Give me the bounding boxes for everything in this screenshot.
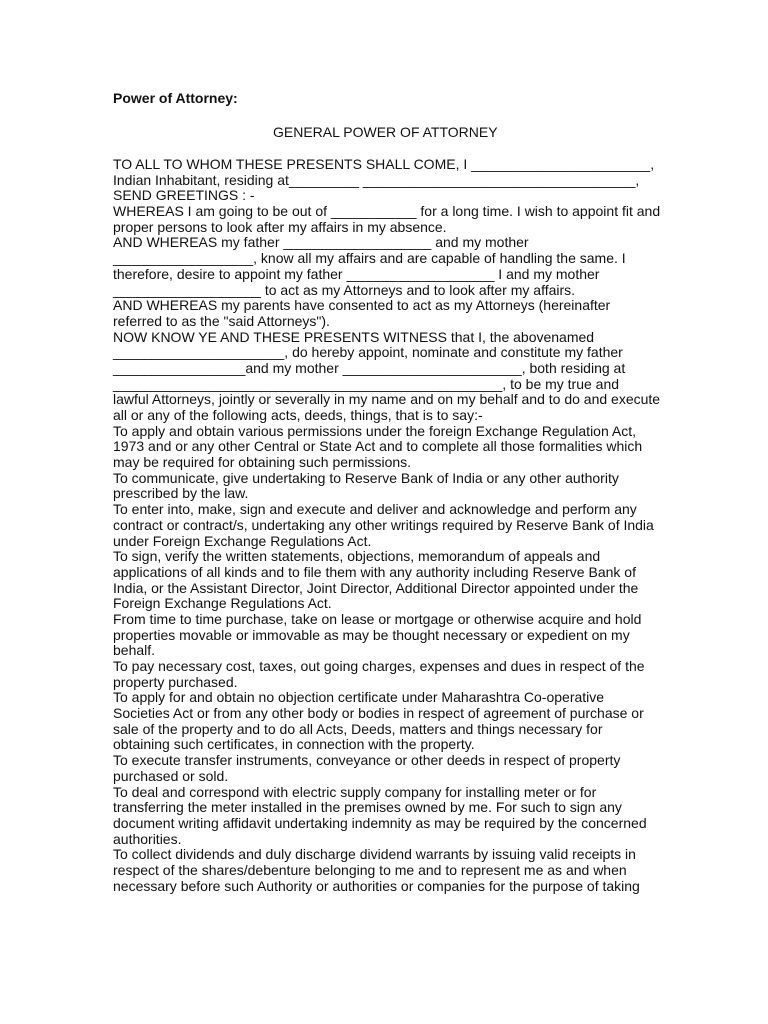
document-line: transferring the meter installed in the premises owned by me. For such to sign any — [113, 799, 622, 816]
document-line: document writing affidavit undertaking indemnity as may be required by the concerned — [113, 814, 647, 831]
document-line: SEND GREETINGS : - — [113, 187, 255, 204]
document-line: authorities. — [113, 830, 182, 847]
document-line: Societies Act or from any other body or bodies in respect of agreement of purchase or — [113, 705, 644, 722]
document-line: prescribed by the law. — [113, 485, 249, 502]
document-line: Indian Inhabitant, residing at_________ ___________________________________, — [113, 171, 640, 188]
document-line: To enter into, make, sign and execute and deliver and acknowledge and perform any — [113, 501, 637, 518]
document-line: may be required for obtaining such permissions. — [113, 454, 412, 471]
document-line: referred to as the "said Attorneys"). — [113, 312, 330, 329]
document-line: purchased or sold. — [113, 767, 229, 784]
document-line: obtaining such certificates, in connection with the property. — [113, 736, 475, 753]
document-line: behalf. — [113, 642, 156, 659]
document-line: To sign, verify the written statements, objections, memorandum of appeals and — [113, 548, 601, 565]
document-line: To apply and obtain various permissions under the foreign Exchange Regulation Act, — [113, 422, 636, 439]
document-line: To execute transfer instruments, conveyance or other deeds in respect of property — [113, 752, 621, 769]
document-line: NOW KNOW YE AND THESE PRESENTS WITNESS that I, the abovenamed — [113, 328, 595, 345]
document-line: respect of the shares/debenture belonging to me and to represent me as and when — [113, 861, 627, 878]
document-line: proper persons to look after my affairs in my absence. — [113, 218, 447, 235]
document-line: __________________, know all my affairs and are capable of handling the same. I — [113, 250, 626, 267]
document-line: necessary before such Authority or authorities or companies for the purpose of taking — [113, 877, 640, 894]
document-line: To pay necessary cost, taxes, out going charges, expenses and dues in respect of the — [113, 658, 645, 674]
document-line: lawful Attorneys, jointly or severally in my name and on my behalf and to do and execute — [113, 391, 661, 408]
document-line: To collect dividends and duly discharge dividend warrants by issuing valid receipts in — [113, 846, 636, 863]
document-line: Foreign Exchange Regulations Act. — [113, 595, 332, 612]
document-body — [113, 156, 661, 894]
document-line: 1973 and or any other Central or State Act and to complete all those formalities which — [113, 438, 643, 455]
document-line: To apply for and obtain no objection certificate under Maharashtra Co-operative — [113, 689, 605, 706]
document-line: AND WHEREAS my parents have consented to act as my Attorneys (hereinafter — [113, 297, 611, 314]
document-line: To deal and correspond with electric supply company for installing meter or for — [113, 783, 597, 800]
document-line: property purchased. — [113, 673, 238, 690]
document-line: From time to time purchase, take on lease or mortgage or otherwise acquire and hold — [113, 610, 642, 627]
document-line: __________________________________________________, to be my true and — [113, 375, 620, 392]
document-line: TO ALL TO WHOM THESE PRESENTS SHALL COME, I _______________________, — [113, 156, 655, 172]
document-line: WHEREAS I am going to be out of ___________ for a long time. I wish to appoint fit and — [113, 203, 661, 220]
document-line: ___________________ to act as my Attorneys and to look after my affairs. — [113, 281, 576, 298]
document-line: applications of all kinds and to file them with any authority including Reserve Bank of — [113, 563, 636, 580]
document-page — [113, 89, 661, 894]
document-line: under Foreign Exchange Regulations Act. — [113, 532, 372, 549]
document-title: GENERAL POWER OF ATTORNEY — [273, 124, 498, 140]
document-line: To communicate, give undertaking to Reserve Bank of India or any other authority — [113, 469, 619, 486]
document-line: all or any of the following acts, deeds, things, that is to say:- — [113, 407, 483, 423]
document-line: contract or contract/s, undertaking any other writings required by Reserve Bank of India — [113, 516, 654, 533]
document-line: sale of the property and to do all Acts, Deeds, matters and things necessary for — [113, 720, 603, 737]
document-line: therefore, desire to appoint my father ___________________ I and my mother — [113, 265, 600, 282]
document-line: properties movable or immovable as may be thought necessary or expedient on my — [113, 626, 630, 643]
document-line: _________________and my mother _______________________, both residing at — [113, 359, 626, 376]
document-line: ______________________, do hereby appoint, nominate and constitute my father — [113, 344, 623, 361]
document-heading: Power of Attorney: — [113, 90, 238, 106]
document-line: India, or the Assistant Director, Joint Director, Additional Director appointed under the — [113, 579, 639, 596]
document-line: AND WHEREAS my father ___________________ and my mother — [113, 234, 529, 251]
